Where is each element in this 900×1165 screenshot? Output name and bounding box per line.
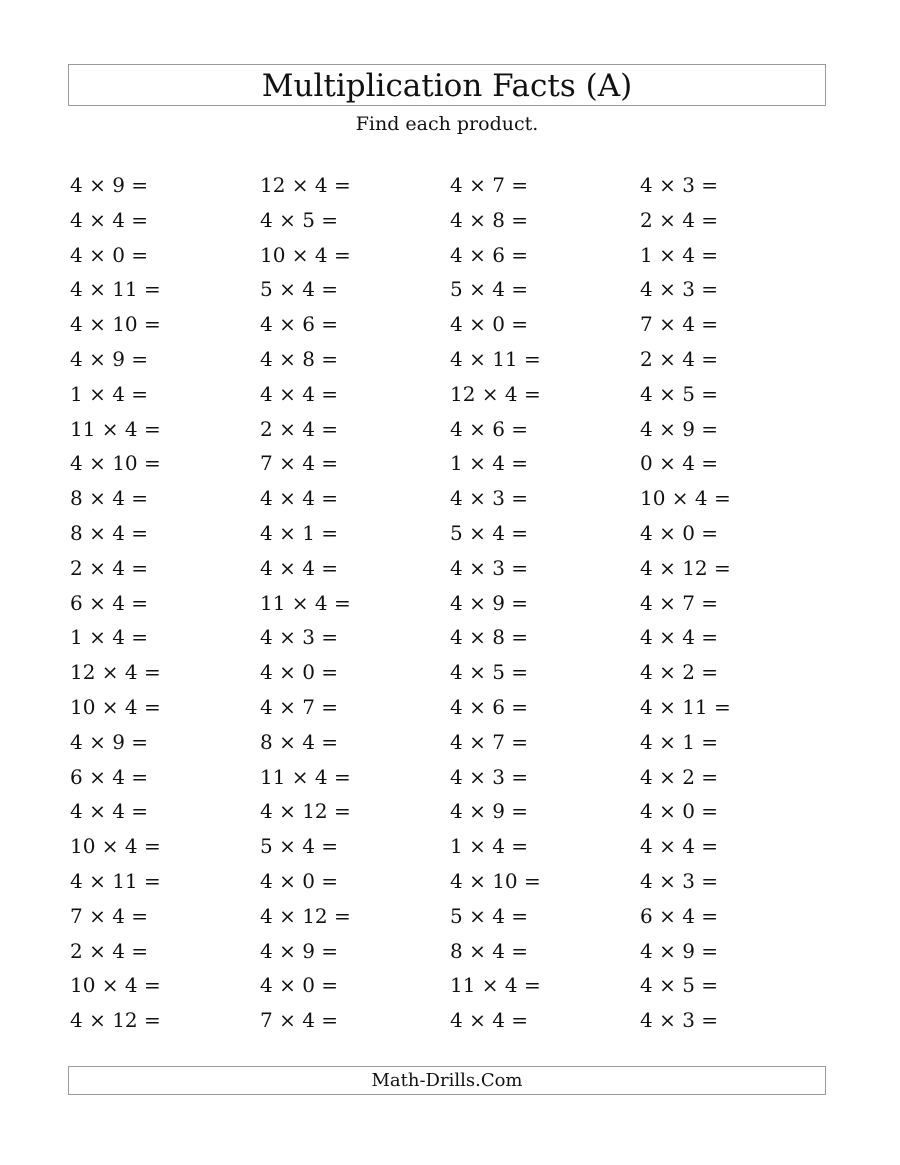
problem-item: 7 × 4 = xyxy=(70,903,149,928)
worksheet-title: Multiplication Facts (A) xyxy=(68,64,826,106)
problem-item: 8 × 4 = xyxy=(70,486,149,511)
problem-item: 4 × 4 = xyxy=(260,486,339,511)
problem-item: 10 × 4 = xyxy=(70,694,161,719)
problem-item: 7 × 4 = xyxy=(260,1008,339,1033)
problem-grid xyxy=(70,168,830,1038)
problem-item: 4 × 4 = xyxy=(640,834,719,859)
problem-item: 10 × 4 = xyxy=(70,973,161,998)
problem-item: 4 × 7 = xyxy=(450,729,529,754)
problem-item: 4 × 4 = xyxy=(70,799,149,824)
worksheet-instructions: Find each product. xyxy=(355,113,539,135)
problem-item: 4 × 11 = xyxy=(640,694,731,719)
problem-item: 4 × 3 = xyxy=(640,173,719,197)
problem-item: 11 × 4 = xyxy=(260,590,351,615)
problem-item: 6 × 4 = xyxy=(70,590,149,615)
problem-item: 11 × 4 = xyxy=(70,416,161,441)
problem-item: 4 × 0 = xyxy=(70,242,149,267)
problem-item: 4 × 0 = xyxy=(260,868,339,893)
problem-item: 0 × 4 = xyxy=(640,451,719,476)
problem-item: 4 × 0 = xyxy=(260,973,339,998)
problem-item: 7 × 4 = xyxy=(640,312,719,337)
problem-item: 4 × 10 = xyxy=(70,451,161,476)
problem-item: 1 × 4 = xyxy=(450,834,529,859)
problem-item: 4 × 7 = xyxy=(450,173,529,197)
problem-item: 4 × 12 = xyxy=(260,799,351,824)
problem-item: 4 × 4 = xyxy=(70,207,149,232)
problem-item: 1 × 4 = xyxy=(450,451,529,476)
problem-item: 10 × 4 = xyxy=(70,834,161,859)
problem-item: 4 × 2 = xyxy=(640,660,719,685)
problem-item: 12 × 4 = xyxy=(260,173,351,197)
problem-item: 4 × 0 = xyxy=(450,312,529,337)
problem-item: 4 × 9 = xyxy=(450,799,529,824)
problem-item: 4 × 12 = xyxy=(70,1008,161,1033)
problem-item: 2 × 4 = xyxy=(70,938,149,963)
problem-item: 4 × 8 = xyxy=(450,625,529,650)
problem-item: 4 × 10 = xyxy=(70,312,161,337)
problem-item: 4 × 8 = xyxy=(450,207,529,232)
problem-item: 4 × 7 = xyxy=(260,694,339,719)
problem-item: 5 × 4 = xyxy=(450,903,529,928)
problem-item: 4 × 1 = xyxy=(640,729,719,754)
problem-item: 5 × 4 = xyxy=(260,834,339,859)
problem-item: 4 × 3 = xyxy=(450,486,529,511)
problem-item: 5 × 4 = xyxy=(450,277,529,302)
problem-item: 4 × 0 = xyxy=(640,799,719,824)
problem-item: 12 × 4 = xyxy=(450,381,541,406)
problem-item: 4 × 3 = xyxy=(450,764,529,789)
problem-item: 4 × 9 = xyxy=(260,938,339,963)
problem-item: 4 × 4 = xyxy=(450,1008,529,1033)
problem-item: 4 × 5 = xyxy=(640,973,719,998)
problem-item: 4 × 3 = xyxy=(640,868,719,893)
problem-item: 6 × 4 = xyxy=(70,764,149,789)
problem-item: 11 × 4 = xyxy=(450,973,541,998)
problem-item: 5 × 4 = xyxy=(260,277,339,302)
problem-item: 4 × 3 = xyxy=(640,277,719,302)
problem-item: 4 × 4 = xyxy=(640,625,719,650)
problem-item: 4 × 11 = xyxy=(70,868,161,893)
problem-item: 4 × 5 = xyxy=(640,381,719,406)
problem-item: 4 × 12 = xyxy=(260,903,351,928)
problem-item: 4 × 9 = xyxy=(70,346,149,371)
problem-item: 4 × 6 = xyxy=(260,312,339,337)
problem-item: 2 × 4 = xyxy=(640,207,719,232)
problem-item: 8 × 4 = xyxy=(260,729,339,754)
problem-item: 4 × 11 = xyxy=(450,346,541,371)
problem-item: 4 × 9 = xyxy=(640,938,719,963)
problem-item: 2 × 4 = xyxy=(260,416,339,441)
problem-item: 6 × 4 = xyxy=(640,903,719,928)
problem-item: 10 × 4 = xyxy=(640,486,731,511)
problem-item: 4 × 6 = xyxy=(450,416,529,441)
problem-item: 4 × 3 = xyxy=(450,555,529,580)
problem-item: 4 × 5 = xyxy=(260,207,339,232)
problem-item: 11 × 4 = xyxy=(260,764,351,789)
problem-item: 1 × 4 = xyxy=(70,381,149,406)
problem-item: 4 × 1 = xyxy=(260,520,339,545)
problem-item: 4 × 0 = xyxy=(260,660,339,685)
problem-item: 4 × 2 = xyxy=(640,764,719,789)
problem-item: 1 × 4 = xyxy=(640,242,719,267)
problem-item: 12 × 4 = xyxy=(70,660,161,685)
problem-item: 1 × 4 = xyxy=(70,625,149,650)
problem-item: 2 × 4 = xyxy=(70,555,149,580)
problem-item: 5 × 4 = xyxy=(450,520,529,545)
problem-item: 4 × 7 = xyxy=(640,590,719,615)
problem-item: 4 × 3 = xyxy=(260,625,339,650)
problem-item: 4 × 9 = xyxy=(640,416,719,441)
problem-item: 4 × 4 = xyxy=(260,381,339,406)
problem-item: 8 × 4 = xyxy=(70,520,149,545)
problem-item: 4 × 10 = xyxy=(450,868,541,893)
problem-item: 4 × 8 = xyxy=(260,346,339,371)
problem-item: 10 × 4 = xyxy=(260,242,351,267)
footer-credit: Math-Drills.Com xyxy=(68,1066,826,1095)
problem-item: 2 × 4 = xyxy=(640,346,719,371)
problem-item: 4 × 4 = xyxy=(260,555,339,580)
problem-item: 4 × 9 = xyxy=(70,173,149,197)
problem-item: 8 × 4 = xyxy=(450,938,529,963)
problem-item: 4 × 6 = xyxy=(450,694,529,719)
problem-item: 7 × 4 = xyxy=(260,451,339,476)
problem-item: 4 × 3 = xyxy=(640,1008,719,1033)
problem-item: 4 × 12 = xyxy=(640,555,731,580)
problem-item: 4 × 9 = xyxy=(450,590,529,615)
problem-item: 4 × 5 = xyxy=(450,660,529,685)
problem-item: 4 × 11 = xyxy=(70,277,161,302)
problem-item: 4 × 6 = xyxy=(450,242,529,267)
problem-item: 4 × 0 = xyxy=(640,520,719,545)
problem-item: 4 × 9 = xyxy=(70,729,149,754)
